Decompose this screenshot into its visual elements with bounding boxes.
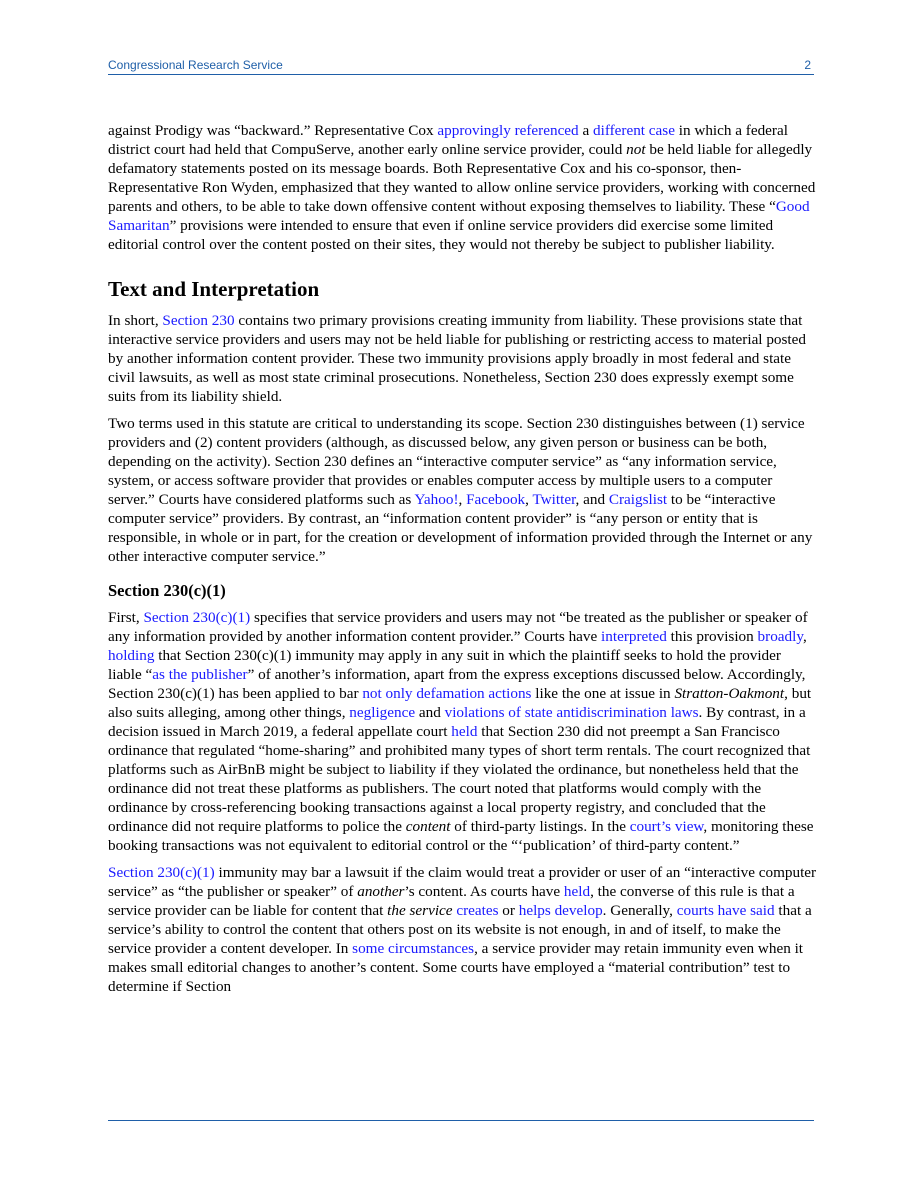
link-section-230-c-1-second[interactable]: Section 230(c)(1) — [108, 864, 215, 881]
heading-section-230-c-1: Section 230(c)(1) — [108, 581, 226, 600]
text: , and — [575, 491, 609, 508]
text: against Prodigy was “backward.” Representative Cox — [108, 122, 438, 139]
text: Two terms used in this statute are critical to understanding its scope. Section 230 distinguishes between (1) service providers and (2) content providers (although, as discussed below, any given person or business can be both, depending on the activity). Section 230 defines an “interactive computer service” as “any information service, system, or access software provider that provides or enables computer access by multiple users to a computer server.” Courts have considered platforms such as — [108, 415, 805, 508]
document-body — [108, 121, 818, 1004]
link-facebook[interactable]: Facebook — [466, 491, 526, 508]
paragraph-in-short — [108, 311, 818, 406]
link-twitter[interactable]: Twitter — [532, 491, 576, 508]
paragraph-history — [108, 121, 818, 254]
text: immunity may bar a lawsuit if the claim would treat a provider or user of an “interactive computer service” as “the publisher or speaker” of — [108, 864, 817, 900]
footer-rule — [108, 1120, 814, 1121]
link-approvingly-referenced[interactable]: approvingly referenced — [437, 122, 579, 139]
text: contains two primary provisions creating immunity from liability. These provisions state that interactive service providers and users may not be held liable for publishing or restricting access to material posted by another information content provider. These two immunity provisions apply broadly in most federal and state civil lawsuits, as well as most state criminal prosecutions. Nonetheless, Section 230 does expressly exempt some suits from its liability shield. — [108, 312, 806, 405]
link-some-circumstances[interactable]: some circumstances — [352, 940, 475, 957]
text: that Section 230 did not preempt a San Francisco ordinance that regulated “home-sharing” and prohibited many types of short term rentals. The court recognized that platforms such as AirBnB might be subject to liability if they violated the ordinance, but nonetheless held that the ordinance did not treat these platforms as publishers. The court noted that platforms would comply with the ordinance by cross-referencing booking transactions against a local property registry, and concluded that the ordinance did not require platforms to police the — [108, 723, 811, 835]
text: , — [525, 491, 533, 508]
emphasis: another — [357, 883, 405, 900]
text: ’s content. As courts have — [404, 883, 564, 900]
heading-text-and-interpretation: Text and Interpretation — [108, 277, 320, 301]
text: ” provisions were intended to ensure that even if online service providers did exercise some limited editorial control over the content posted on their sites, they would not thereby be subject to publisher liability. — [108, 217, 775, 253]
link-not-only-defamation[interactable]: not only defamation actions — [362, 685, 532, 702]
link-negligence[interactable]: negligence — [349, 704, 416, 721]
header-org: Congressional Research Service — [108, 58, 283, 72]
text: a — [578, 122, 593, 139]
text: ” of another’s information, apart from the express exceptions discussed below. Accordingly, Section 230(c)(1) has been applied to bar — [108, 666, 806, 702]
emphasis: content — [405, 818, 451, 835]
paragraph-first-section — [108, 608, 818, 855]
text: or — [498, 902, 519, 919]
text: First, — [108, 609, 144, 626]
text: be held liable for allegedly defamatory statements posted on its message boards. Both Representative Cox and his co-sponsor, then-Representative Ron Wyden, emphasized that they wanted to allow online service providers, working with concerned parents and others, to be able to take down offensive content without exposing themselves to liability. These “ — [108, 141, 816, 215]
text: , but also suits alleging, among other things, — [108, 685, 812, 721]
text: in which a federal district court had held that CompuServe, another early online service provider, could — [108, 122, 788, 158]
emphasis: the service — [387, 902, 453, 919]
link-broadly[interactable]: broadly — [757, 628, 803, 645]
link-holding[interactable]: holding — [108, 647, 155, 664]
text: . Generally, — [602, 902, 677, 919]
link-craigslist[interactable]: Craigslist — [608, 491, 668, 508]
link-yahoo[interactable]: Yahoo! — [414, 491, 459, 508]
text: In short, — [108, 312, 163, 329]
text: that Section 230(c)(1) immunity may apply in any suit in which the plaintiff seeks to hold the provider liable “ — [108, 647, 781, 683]
link-section-230-c-1[interactable]: Section 230(c)(1) — [143, 609, 251, 626]
link-as-the-publisher[interactable]: as the publisher — [152, 666, 248, 683]
text: to be “interactive computer service” providers. By contrast, an “information content provider” is “any person or entity that is responsible, in whole or in part, for the creation or development of information provided through the Internet or any other interactive computer service.” — [108, 491, 813, 565]
page-number: 2 — [804, 58, 811, 72]
text: , monitoring these booking transactions was not equivalent to editorial control or the “‘publication’ of third-party content.” — [108, 818, 814, 854]
link-violations-antidiscrimination[interactable]: violations of state antidiscrimination laws — [444, 704, 699, 721]
text: like the one at issue in — [531, 685, 675, 702]
link-different-case[interactable]: different case — [593, 122, 675, 139]
text: specifies that service providers and users may not “be treated as the publisher or speaker of any information provided by another information content provider.” Courts have — [108, 609, 808, 645]
text: , the converse of this rule is that a service provider can be liable for content that — [108, 883, 795, 919]
link-courts-have-said[interactable]: courts have said — [676, 902, 775, 919]
text: . By contrast, in a decision issued in March 2019, a federal appellate court — [108, 704, 806, 740]
paragraph-immunity-may-bar — [108, 863, 818, 996]
text: , — [458, 491, 467, 508]
link-interpreted[interactable]: interpreted — [601, 628, 667, 645]
text: this provision — [666, 628, 758, 645]
text: that a service’s ability to control the content that others post on its website is not enough, in and of itself, to make the service provider a content developer. In — [108, 902, 812, 957]
link-good-samaritan[interactable]: Good Samaritan — [108, 198, 810, 234]
link-held-second[interactable]: held — [563, 883, 591, 900]
text: , — [802, 628, 807, 645]
link-section-230[interactable]: Section 230 — [162, 312, 235, 329]
link-held[interactable]: held — [451, 723, 478, 740]
text: and — [415, 704, 445, 721]
link-courts-view[interactable]: court’s view — [629, 818, 704, 835]
link-helps-develop[interactable]: helps develop — [518, 902, 603, 919]
text: of third-party listings. In the — [450, 818, 630, 835]
link-creates[interactable]: creates — [456, 902, 499, 919]
emphasis: Stratton-Oakmont — [674, 685, 785, 702]
paragraph-two-terms — [108, 414, 818, 566]
text: , a service provider may retain immunity even when it makes small editorial changes to another’s content. Some courts have employed a “material contribution” test to determine if Section — [108, 940, 804, 995]
page-header — [108, 58, 814, 75]
emphasis: not — [626, 141, 646, 158]
